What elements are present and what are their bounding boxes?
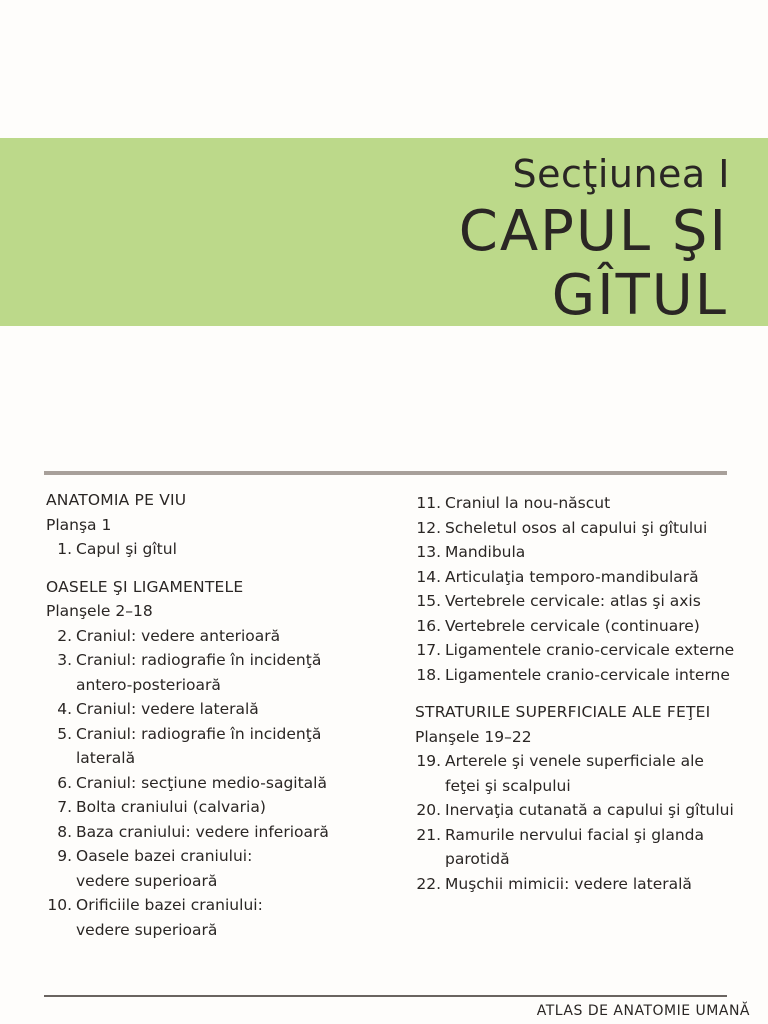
contents-item-continuation: parotidă: [445, 850, 510, 868]
contents-item: 6. Craniul: secţiune medio-sagitală: [57, 773, 327, 792]
section-title-line1: CAPUL ŞI: [458, 199, 728, 264]
contents-item: 11. Craniul la nou-născut: [416, 494, 611, 512]
contents-item: 10. Orificiile bazei craniului:: [47, 896, 263, 914]
running-footer: ATLAS DE ANATOMIE UMANĂ: [536, 1003, 750, 1019]
contents-item: 12. Scheletul osos al capului şi gîtului: [416, 518, 708, 537]
contents-right-column: [415, 491, 745, 896]
contents-item: 15. Vertebrele cervicale: atlas şi axis: [416, 592, 701, 610]
plate-range: Planşa 1: [46, 515, 112, 534]
contents-item: 8. Baza craniului: vedere inferioară: [57, 822, 329, 841]
contents-item-continuation: antero-posterioară: [76, 675, 221, 694]
contents-item-continuation: vedere superioară: [76, 920, 218, 939]
section-heading: ANATOMIA PE VIU: [46, 491, 187, 509]
top-divider: [44, 471, 727, 475]
contents-item: 7. Bolta craniului (calvaria): [57, 798, 266, 816]
contents-item: 17. Ligamentele cranio-cervicale externe: [416, 641, 735, 659]
contents-item: 13. Mandibula: [416, 543, 526, 561]
contents-item: 14. Articulaţia temporo-mandibulară: [416, 567, 699, 586]
plate-range: Planşele 2–18: [46, 602, 153, 620]
contents-item-continuation: laterală: [76, 749, 136, 767]
plate-range: Planşele 19–22: [415, 727, 532, 746]
contents-item: 1. Capul şi gîtul: [57, 540, 177, 558]
contents-item: 4. Craniul: vedere laterală: [57, 700, 259, 718]
contents-item: 5. Craniul: radiografie în incidenţă: [57, 724, 322, 743]
section-subtitle: Secţiunea I: [512, 152, 730, 196]
section-banner: [0, 138, 768, 326]
contents-item: 20. Inervaţia cutanată a capului şi gîtului: [416, 801, 734, 819]
section-heading: STRATURILE SUPERFICIALE ALE FEŢEI: [415, 703, 711, 721]
contents-item: 2. Craniul: vedere anterioară: [57, 626, 281, 645]
contents-item: 21. Ramurile nervului facial şi glanda: [416, 825, 705, 844]
contents-item: 22. Muşchii mimicii: vedere laterală: [416, 874, 692, 893]
contents-item: 9. Oasele bazei craniului:: [57, 847, 253, 865]
section-heading: OASELE ŞI LIGAMENTELE: [46, 577, 244, 596]
contents-item: 3. Craniul: radiografie în incidenţă: [57, 651, 322, 669]
contents-item-continuation: vedere superioară: [76, 871, 218, 890]
contents-item: 18. Ligamentele cranio-cervicale interne: [416, 665, 730, 684]
contents-item: 16. Vertebrele cervicale (continuare): [416, 616, 700, 635]
contents-left-column: [46, 488, 366, 942]
contents-item: 19. Arterele şi venele superficiale ale: [416, 752, 704, 770]
contents-item-continuation: feţei şi scalpului: [445, 776, 571, 795]
bottom-divider: [44, 995, 727, 997]
section-title-line2: GÎTUL: [551, 263, 728, 328]
